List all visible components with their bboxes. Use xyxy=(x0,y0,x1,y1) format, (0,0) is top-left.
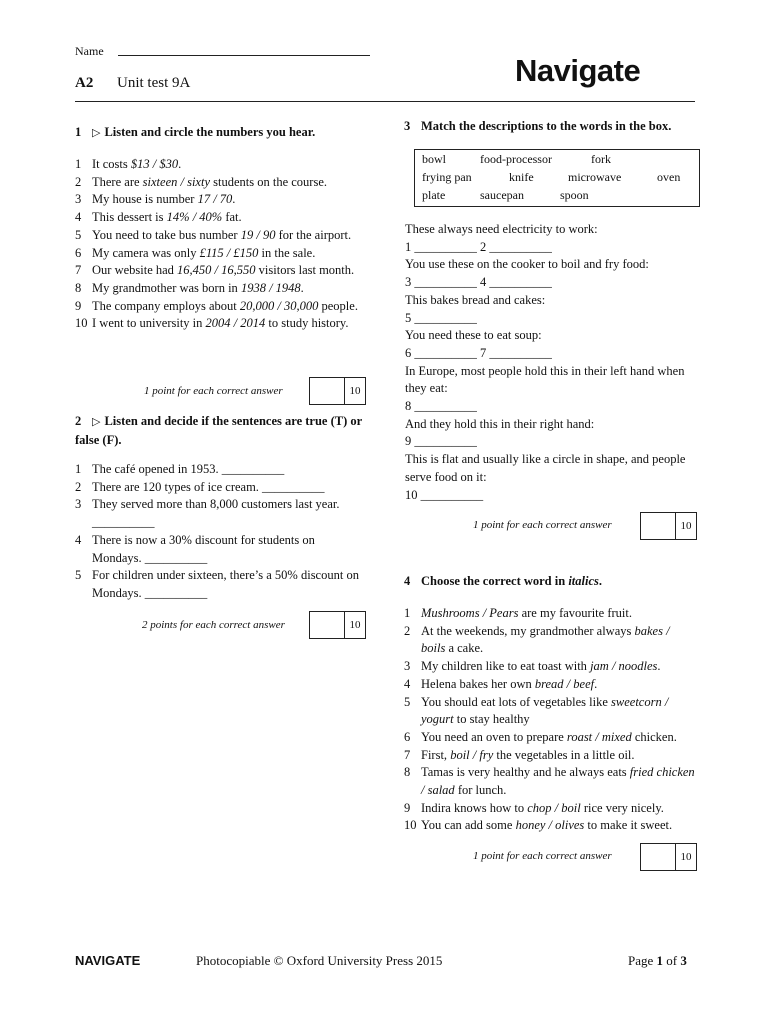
answer-options[interactable]: roast / mixed xyxy=(566,729,632,744)
answer-options[interactable]: £115 / £150 xyxy=(199,245,259,260)
page-number: Page 1 of 3 xyxy=(628,953,687,968)
word-item: saucepan xyxy=(480,188,524,202)
answer-options[interactable]: jam / noodles xyxy=(590,659,658,674)
question-text: The café opened in 1953. __________ xyxy=(92,462,285,476)
question-item xyxy=(404,817,696,835)
section-2-list xyxy=(75,461,365,603)
answer-options[interactable]: Mushrooms / Pears xyxy=(421,606,519,620)
question-item xyxy=(404,605,696,623)
question-item xyxy=(75,298,365,316)
description-text: You use these on the cooker to boil and fry food: xyxy=(405,257,649,272)
answer-options[interactable]: 1938 / 1948 xyxy=(240,280,301,295)
question-item xyxy=(75,209,365,227)
question-item xyxy=(75,479,365,497)
question-text: in the sale. xyxy=(258,245,316,260)
section-3-heading xyxy=(404,117,704,135)
question-number: 8 xyxy=(404,765,411,780)
question-text: . xyxy=(657,659,661,674)
question-text: for the airport. xyxy=(275,227,352,242)
question-text: It costs xyxy=(92,157,131,171)
answer-line[interactable]: 8 __________ xyxy=(405,399,477,414)
section-title: Match the descriptions to the words in the box. xyxy=(421,119,672,133)
answer-line[interactable]: 5 __________ xyxy=(405,310,477,325)
question-number: 1 xyxy=(404,606,411,620)
question-number: 10 xyxy=(75,316,88,331)
score-input[interactable] xyxy=(310,612,345,638)
question-text: They served more than 8,000 customers last year. __________ xyxy=(92,497,340,530)
question-number: 5 xyxy=(75,227,82,242)
word-item: knife xyxy=(509,170,534,184)
question-number: 9 xyxy=(75,298,82,313)
question-text: You can add some xyxy=(421,818,516,833)
question-text: My camera was only xyxy=(92,245,200,260)
question-number: 5 xyxy=(75,568,82,583)
question-text: visitors last month. xyxy=(255,263,355,278)
question-item xyxy=(75,227,365,245)
question-item xyxy=(75,156,365,174)
question-text: There are 120 types of ice cream. __________ xyxy=(92,479,325,494)
score-input[interactable] xyxy=(641,513,676,539)
question-item xyxy=(75,245,365,263)
answer-options[interactable]: boil / fry xyxy=(450,747,494,762)
question-number: 8 xyxy=(75,280,82,295)
question-item xyxy=(75,280,365,298)
question-item xyxy=(75,461,365,479)
answer-options[interactable]: sixteen / sixty xyxy=(142,174,210,189)
question-number: 3 xyxy=(75,497,82,512)
question-text: You need an oven to prepare xyxy=(421,729,567,744)
word-item: bowl xyxy=(422,152,446,166)
question-item xyxy=(404,658,696,676)
section-number: 3 xyxy=(404,119,411,133)
description-text: This is flat and usually like a circle in shape, and people serve food on it: xyxy=(405,452,686,484)
question-number: 3 xyxy=(75,192,82,207)
answer-line[interactable]: 3 __________ 4 __________ xyxy=(405,275,552,290)
score-max: 10 xyxy=(349,619,361,631)
question-text: You need to take bus number xyxy=(92,227,241,242)
section-2-heading xyxy=(75,412,365,449)
footer-copyright: Photocopiable © Oxford University Press 2015 xyxy=(196,953,443,968)
question-number: 6 xyxy=(75,245,82,260)
score-max: 10 xyxy=(349,385,361,397)
answer-line[interactable]: 10 __________ xyxy=(405,487,484,502)
question-number: 3 xyxy=(404,659,411,674)
score-input[interactable] xyxy=(310,378,345,404)
question-number: 7 xyxy=(75,263,82,278)
score-max: 10 xyxy=(680,520,692,532)
points-note: 1 point for each correct answer xyxy=(473,850,612,862)
question-item xyxy=(75,567,365,602)
score-box xyxy=(309,611,366,639)
word-item: spoon xyxy=(560,188,589,202)
word-item: food-processor xyxy=(480,152,552,166)
answer-options[interactable]: 14% / 40% xyxy=(166,210,223,225)
question-text: For children under sixteen, there’s a 50% discount on Mondays. __________ xyxy=(92,568,359,600)
answer-options[interactable]: chop / boil xyxy=(527,800,581,815)
score-input[interactable] xyxy=(641,844,676,870)
question-text: . xyxy=(178,157,182,171)
play-audio-icon: ▷ xyxy=(92,415,101,428)
answer-line[interactable]: 6 __________ 7 __________ xyxy=(405,345,552,360)
word-item: frying pan xyxy=(422,170,472,184)
question-number: 6 xyxy=(404,729,411,744)
points-note: 1 point for each correct answer xyxy=(473,519,612,531)
answer-options[interactable]: 17 / 70 xyxy=(197,192,233,207)
question-number: 1 xyxy=(75,157,82,171)
question-text: There are xyxy=(92,174,143,189)
play-audio-icon: ▷ xyxy=(92,126,101,139)
word-item: fork xyxy=(591,152,611,166)
question-text: are my favourite fruit. xyxy=(518,606,632,620)
question-text: The company employs about xyxy=(92,298,240,313)
section-title-pre: Choose the correct word in xyxy=(421,574,569,588)
word-item: plate xyxy=(422,188,446,202)
navigate-logo: Navigate xyxy=(515,53,641,88)
level-label: A2 xyxy=(75,75,94,91)
question-text: . xyxy=(300,280,304,295)
score-max: 10 xyxy=(680,851,692,863)
answer-options[interactable]: sweetcorn / yogurt xyxy=(421,694,669,727)
question-item xyxy=(404,800,696,818)
question-text: This dessert is xyxy=(92,210,167,225)
question-number: 2 xyxy=(75,479,82,494)
question-text: rice very nicely. xyxy=(580,800,664,815)
question-number: 5 xyxy=(404,694,411,709)
question-number: 7 xyxy=(404,747,411,762)
question-item xyxy=(75,315,365,333)
question-item xyxy=(75,191,365,209)
description-text: You need these to eat soup: xyxy=(405,328,542,343)
question-text: My house is number xyxy=(92,192,198,207)
section-number: 1 xyxy=(75,125,82,139)
section-1-heading xyxy=(75,123,365,142)
description-text: In Europe, most people hold this in their left hand when they eat: xyxy=(405,363,685,396)
score-box xyxy=(640,512,697,540)
question-item xyxy=(404,729,696,747)
section-number: 2 xyxy=(75,414,82,428)
answer-line[interactable]: 1 __________ 2 __________ xyxy=(405,239,552,254)
question-text: to study history. xyxy=(265,316,349,331)
question-text: My grandmother was born in xyxy=(92,280,241,295)
section-title: Listen and circle the numbers you hear. xyxy=(104,125,316,139)
description-text: This bakes bread and cakes: xyxy=(405,292,546,307)
answer-options[interactable]: bakes / boils xyxy=(421,623,670,656)
question-number: 2 xyxy=(75,174,82,189)
answer-options[interactable]: $13 / $30 xyxy=(130,157,179,171)
description-text: These always need electricity to work: xyxy=(405,222,598,236)
question-item xyxy=(75,496,365,531)
question-text: for lunch. xyxy=(454,783,507,798)
section-number: 4 xyxy=(404,574,411,588)
question-number: 10 xyxy=(404,818,417,833)
question-item xyxy=(404,694,696,729)
question-number: 4 xyxy=(75,532,82,547)
question-number: 4 xyxy=(404,676,411,691)
question-number: 9 xyxy=(404,800,411,815)
question-text: to stay healthy xyxy=(453,712,530,727)
question-item xyxy=(404,623,696,658)
question-text: Our website had xyxy=(92,263,178,278)
question-text: fat. xyxy=(222,210,242,225)
question-text: At the weekends, my grandmother always xyxy=(421,623,635,638)
unit-title: Unit test 9A xyxy=(117,75,191,91)
answer-options[interactable]: bread / beef xyxy=(534,676,595,691)
answer-options[interactable]: honey / olives xyxy=(515,818,585,833)
question-text: Tamas is very healthy and he always eats xyxy=(421,765,630,780)
section-title-post: . xyxy=(598,574,602,588)
question-text: There is now a 30% discount for students on Mondays. __________ xyxy=(92,532,315,565)
footer-brand: NAVIGATE xyxy=(75,953,141,968)
question-item xyxy=(75,174,365,192)
question-text: to make it sweet. xyxy=(584,818,673,833)
question-text: . xyxy=(594,676,598,691)
question-text: I went to university in xyxy=(92,316,206,331)
answer-options[interactable]: fried chicken / salad xyxy=(421,765,695,798)
description-text: And they hold this in their right hand: xyxy=(405,416,595,431)
answer-line[interactable]: 9 __________ xyxy=(405,434,477,449)
question-text: Indira knows how to xyxy=(421,800,528,815)
answer-options[interactable]: 16,450 / 16,550 xyxy=(177,263,256,278)
question-item xyxy=(75,532,365,567)
section-title-em: italics xyxy=(568,574,599,588)
question-text: First, xyxy=(421,747,451,762)
score-box xyxy=(640,843,697,871)
question-text: My children like to eat toast with xyxy=(421,659,591,674)
question-item xyxy=(404,676,696,694)
question-text: Helena bakes her own xyxy=(421,676,535,691)
question-item xyxy=(75,262,365,280)
header-divider xyxy=(75,101,695,102)
question-number: 2 xyxy=(404,623,411,638)
name-label: Name xyxy=(75,44,104,58)
question-number: 4 xyxy=(75,210,82,225)
points-note: 1 point for each correct answer xyxy=(144,385,283,397)
section-1-list xyxy=(75,156,365,333)
question-text: the vegetables in a little oil. xyxy=(493,747,635,762)
answer-options[interactable]: 2004 / 2014 xyxy=(205,316,266,331)
score-box xyxy=(309,377,366,405)
question-item xyxy=(404,747,696,765)
name-field-line[interactable] xyxy=(118,55,370,56)
word-item: microwave xyxy=(568,170,622,184)
question-text: You should eat lots of vegetables like xyxy=(421,694,612,709)
question-item xyxy=(404,764,696,799)
question-text: people. xyxy=(318,298,358,313)
section-4-heading xyxy=(404,572,704,590)
answer-options[interactable]: 20,000 / 30,000 xyxy=(239,298,319,313)
word-box xyxy=(414,149,700,207)
question-text: a cake. xyxy=(445,641,484,656)
word-item: oven xyxy=(657,170,681,184)
question-text: . xyxy=(232,192,236,207)
question-text: students on the course. xyxy=(210,174,327,189)
answer-options[interactable]: 19 / 90 xyxy=(240,227,276,242)
section-title: Listen and decide if the sentences are true (T) or false (F). xyxy=(75,414,362,447)
section-4-list xyxy=(404,605,696,835)
question-text: chicken. xyxy=(631,729,677,744)
points-note: 2 points for each correct answer xyxy=(142,619,285,631)
section-3-list xyxy=(405,221,695,504)
question-number: 1 xyxy=(75,462,82,476)
